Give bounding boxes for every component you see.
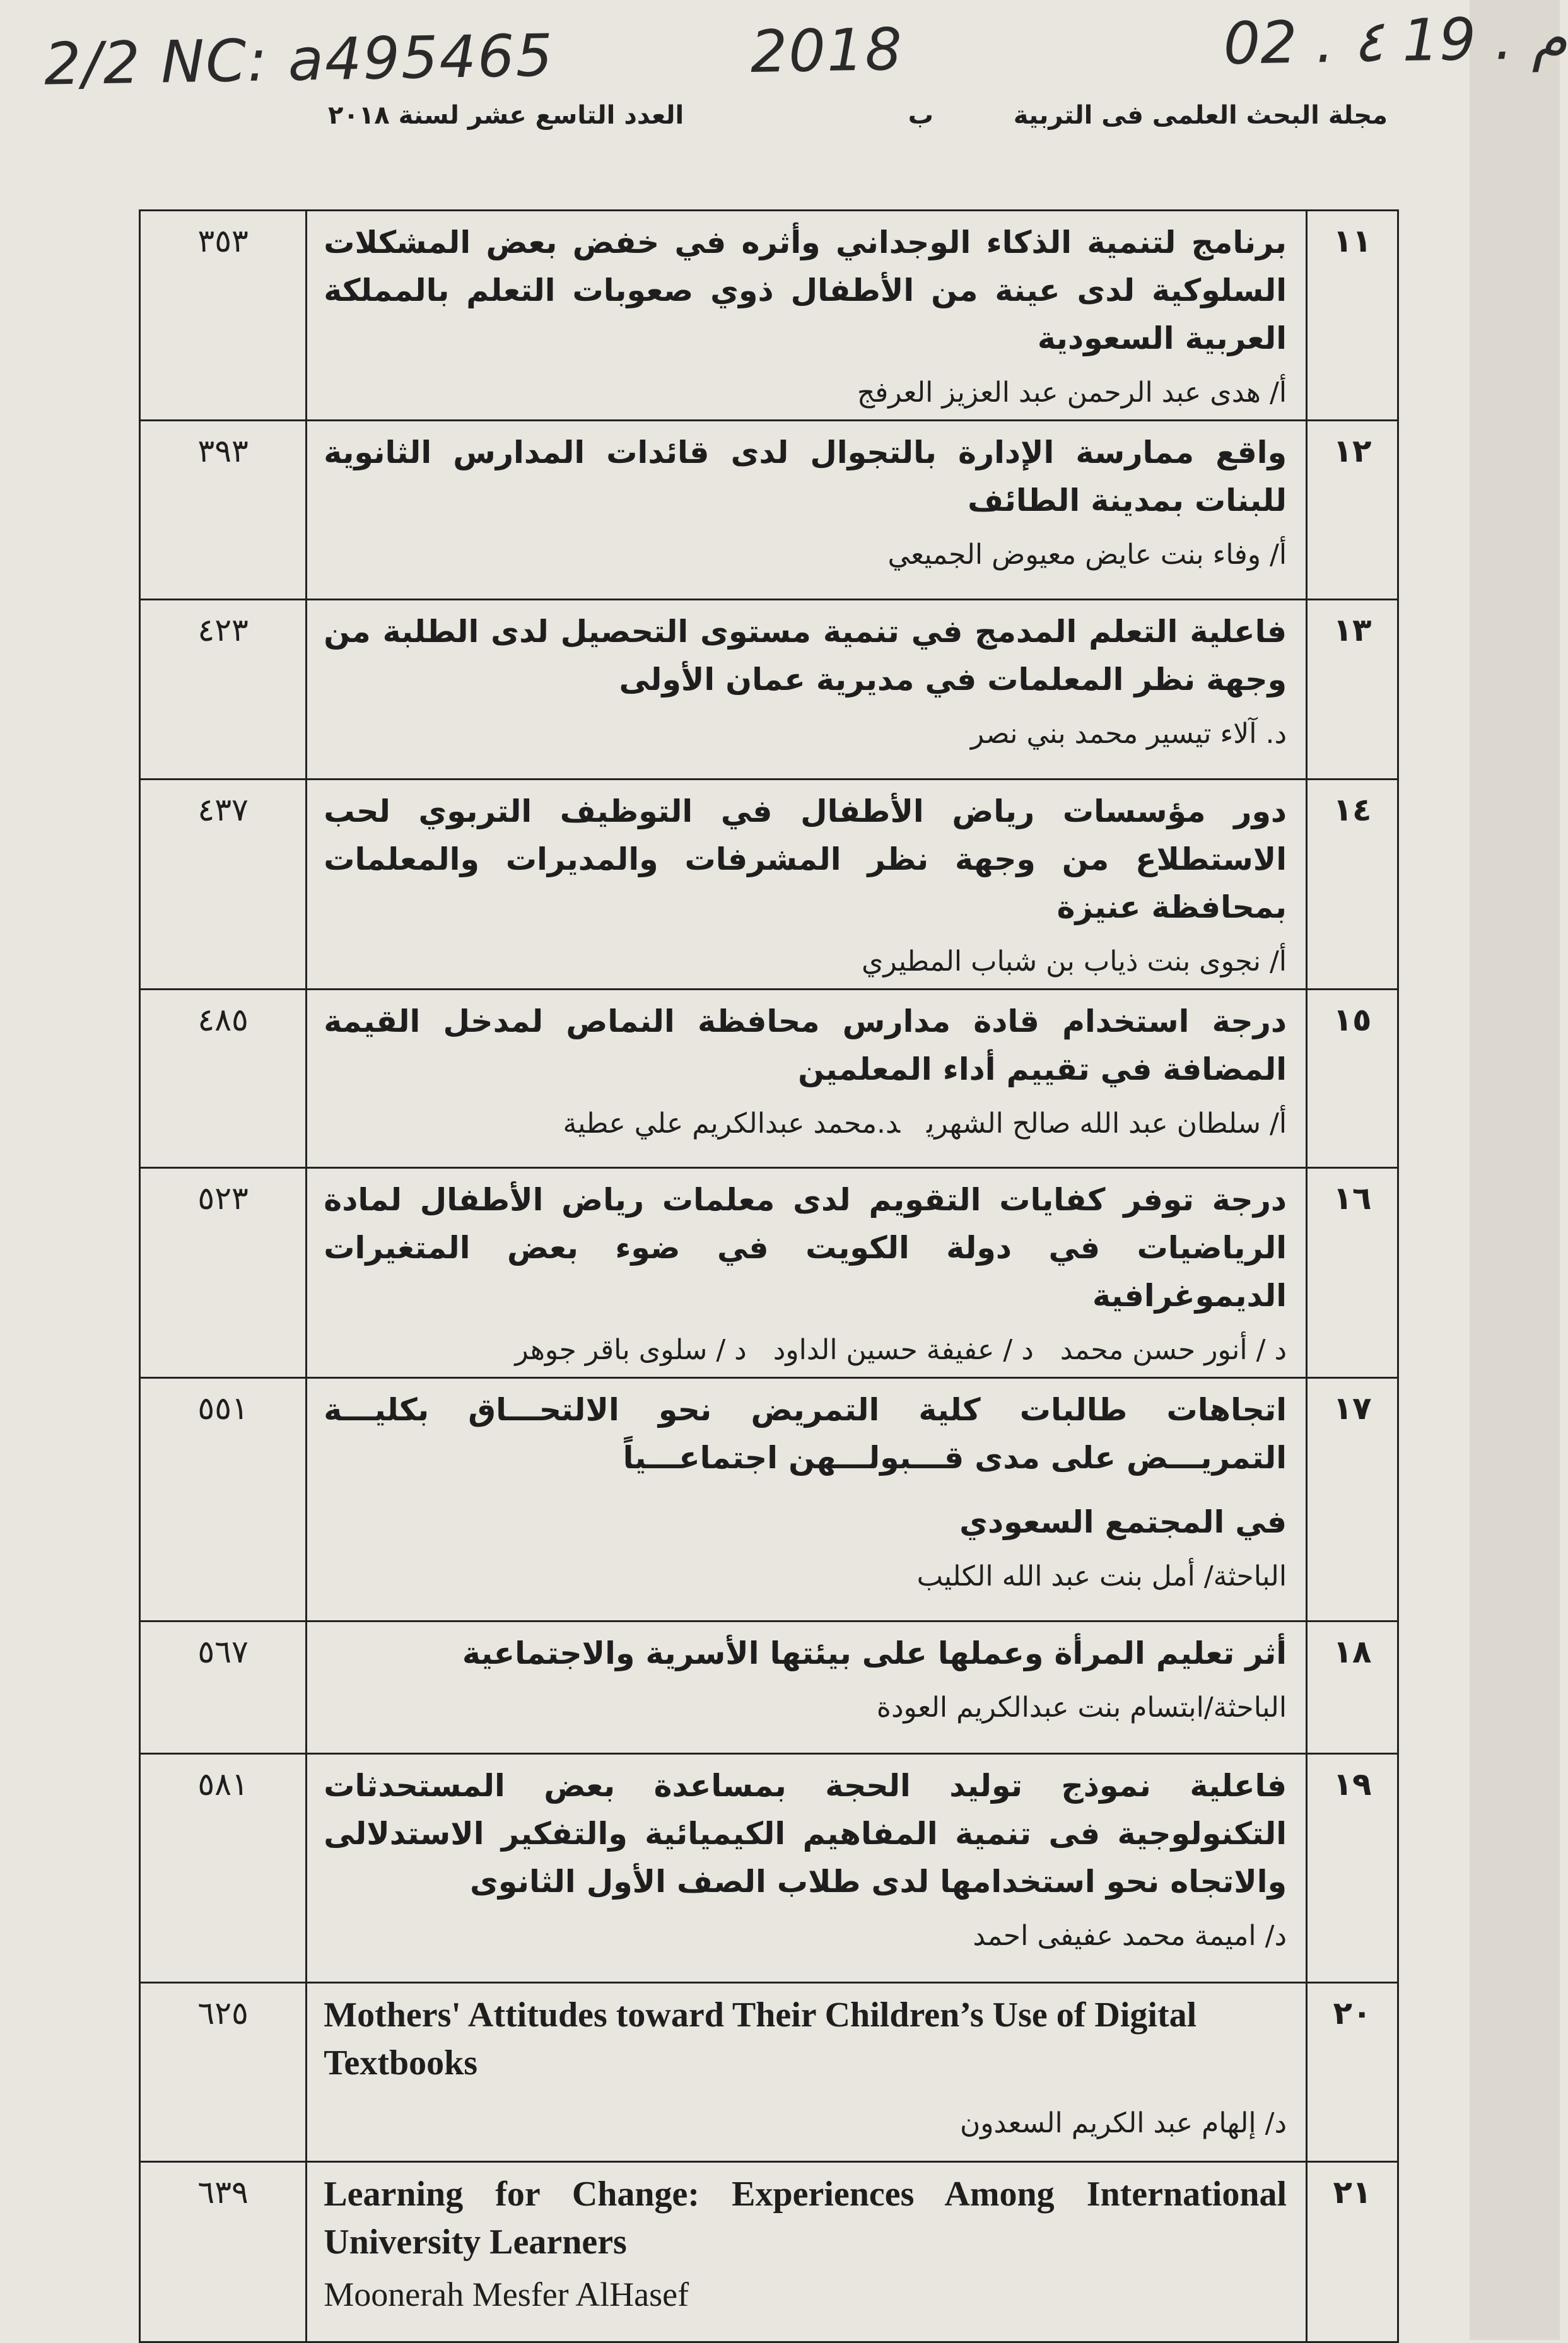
table-row	[140, 2162, 1398, 2342]
entry-author: د / سلوى باقر جوهر	[515, 1334, 747, 1366]
entry-author: أ/ وفاء بنت عايض معيوض الجميعي	[887, 539, 1287, 571]
issue-label: العدد التاسع عشر لسنة ٢٠١٨	[328, 101, 684, 130]
entry-number: ٢١	[1307, 2162, 1398, 2342]
table-row	[140, 421, 1398, 600]
entry-page: ٥٢٣	[140, 1168, 307, 1378]
entry-page: ٤٨٥	[140, 990, 307, 1168]
entry-author: أ/ سلطان عبد الله صالح الشهري	[927, 1107, 1287, 1140]
entry-title: واقع ممارسة الإدارة بالتجوال لدى قائدات المدارس الثانوية للبنات بمدينة الطائف	[324, 435, 1287, 518]
table-row	[140, 1754, 1398, 1983]
table-row	[140, 1621, 1398, 1754]
entry-title: دور مؤسسات رياض الأطفال في التوظيف التربوي لحب الاستطلاع من وجهة نظر المشرفات والمديرات والمعلمات بمحافظة عنيزة	[324, 793, 1287, 925]
entry-title: فاعلية التعلم المدمج في تنمية مستوى التحصيل لدى الطلبة من وجهة نظر المعلمات في مديرية عمان الأولى	[324, 614, 1287, 698]
section-letter: ب	[908, 101, 933, 130]
entry-number: ١٦	[1307, 1168, 1398, 1378]
entry-page: ٥٨١	[140, 1754, 307, 1983]
entry-page: ٥٦٧	[140, 1621, 307, 1754]
table-row	[140, 1378, 1398, 1621]
entry-content	[307, 2162, 1307, 2342]
handwritten-year: 2018	[749, 15, 904, 86]
table-row	[140, 1983, 1398, 2162]
entry-number: ٢٠	[1307, 1983, 1398, 2162]
entry-number: ١٩	[1307, 1754, 1398, 1983]
entry-content	[307, 421, 1307, 600]
entry-content	[307, 211, 1307, 421]
entry-content	[307, 1168, 1307, 1378]
entry-author: أ/ نجوى بنت ذياب بن شباب المطيري	[861, 945, 1287, 978]
entry-page: ٦٢٥	[140, 1983, 307, 2162]
entry-title: أثر تعليم المرأة وعملها على بيئتها الأسرية والاجتماعية	[462, 1635, 1287, 1671]
entry-content	[307, 990, 1307, 1168]
entry-page: ٥٥١	[140, 1378, 307, 1621]
handwritten-date: 02 . ٤ 19 . م	[1222, 4, 1568, 78]
table-row	[140, 1168, 1398, 1378]
entry-number: ١٤	[1307, 780, 1398, 990]
entry-author: د / أنور حسن محمد	[1060, 1334, 1287, 1366]
entry-title: درجة استخدام قادة مدارس محافظة النماص لمدخل القيمة المضافة في تقييم أداء المعلمين	[324, 1003, 1287, 1087]
entry-author: د / عفيفة حسين الداود	[773, 1334, 1034, 1366]
entry-title: Learning for Change: Experiences Among International University Learners	[324, 2175, 1287, 2262]
entry-title: Mothers' Attitudes toward Their Children’s Use of Digital Textbooks	[324, 1995, 1197, 2083]
entry-authors	[324, 1104, 1287, 1144]
entry-page: ٣٩٣	[140, 421, 307, 600]
table-row	[140, 600, 1398, 780]
page-edge-shadow	[1470, 0, 1560, 2340]
entry-author: الباحثة/ أمل بنت عبد الله الكليب	[916, 1560, 1287, 1592]
entry-number: ١٥	[1307, 990, 1398, 1168]
entry-author: د. آلاء تيسير محمد بني نصر	[970, 718, 1287, 750]
entry-author: الباحثة/ابتسام بنت عبدالكريم العودة	[876, 1692, 1287, 1724]
entry-title: فاعلية نموذج توليد الحجة بمساعدة بعض المستحدثات التكنولوجية فى تنمية المفاهيم الكيميائية والتفكير الاستدلالى والاتجاه نحو استخدامها لدى طلاب الصف الأول الثانوى	[324, 1768, 1287, 1900]
entry-page: ٣٥٣	[140, 211, 307, 421]
handwritten-catalog-number: 2/2 NC: a495465	[44, 21, 554, 98]
entry-author: د.محمد عبدالكريم علي عطية	[563, 1107, 901, 1140]
entry-content	[307, 1621, 1307, 1754]
entry-content	[307, 1983, 1307, 2162]
entry-number: ١٧	[1307, 1378, 1398, 1621]
table-row	[140, 990, 1398, 1168]
journal-name: مجلة البحث العلمى فى التربية	[1013, 101, 1388, 130]
entry-title-continuation: في المجتمع السعودي	[959, 1504, 1287, 1540]
entry-content	[307, 1378, 1307, 1621]
entry-number: ١٣	[1307, 600, 1398, 780]
entry-page: ٦٣٩	[140, 2162, 307, 2342]
entry-title: اتجاهات طالبات كلية التمريض نحو الالتحـــاق بكليـــة التمريـــض على مدى قـــبولـــهن اجتماعـــياً	[324, 1392, 1287, 1476]
running-header	[328, 95, 1388, 145]
entry-page: ٤٣٧	[140, 780, 307, 990]
table-row	[140, 211, 1398, 421]
entry-content	[307, 780, 1307, 990]
entry-authors	[324, 1330, 1287, 1370]
entry-title: درجة توفر كفايات التقويم لدى معلمات رياض الأطفال لمادة الرياضيات في دولة الكويت في ضوء بعض المتغيرات الديموغرافية	[324, 1182, 1287, 1314]
entry-title: برنامج لتنمية الذكاء الوجداني وأثره في خفض بعض المشكلات السلوكية لدى عينة من الأطفال ذوي صعوبات التعلم بالمملكة العربية السعودية	[324, 225, 1287, 356]
entry-author: أ/ هدى عبد الرحمن عبد العزيز العرفج	[857, 377, 1287, 409]
entry-content	[307, 600, 1307, 780]
table-row	[140, 780, 1398, 990]
entry-author: د/ اميمة محمد عفيفى احمد	[973, 1920, 1287, 1952]
entry-number: ١١	[1307, 211, 1398, 421]
entry-author: د/ إلهام عبد الكريم السعدون	[959, 2107, 1287, 2139]
entry-page: ٤٢٣	[140, 600, 307, 780]
table-of-contents	[139, 209, 1399, 2343]
entry-number: ١٨	[1307, 1621, 1398, 1754]
entry-number: ١٢	[1307, 421, 1398, 600]
entry-content	[307, 1754, 1307, 1983]
entry-author: Moonerah Mesfer AlHasef	[324, 2276, 689, 2313]
